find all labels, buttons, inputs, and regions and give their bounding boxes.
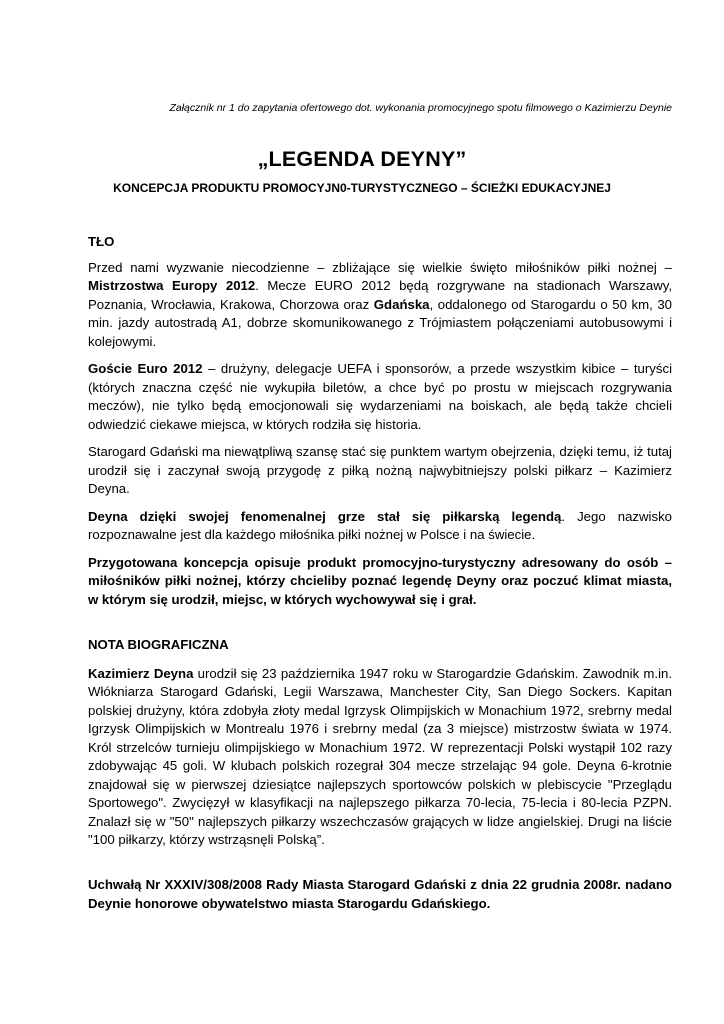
document-subtitle: KONCEPCJA PRODUKTU PROMOCYJN0-TURYSTYCZNEGO – ŚCIEŻKI EDUKACYJNEJ	[113, 181, 611, 195]
paragraph-concept: Przygotowana koncepcja opisuje produkt promocyjno-turystyczny adresowany do osób – miłośników piłki nożnej, którzy chcieliby poznać legendę Deyny oraz poczuć klimat miasta, w którym się urodził, miejsc, w których wychowywał się i grał.	[88, 554, 672, 607]
section-tlo	[88, 233, 672, 609]
section-nota	[88, 636, 672, 850]
attachment-note: Załącznik nr 1 do zapytania ofertowego dot. wykonania promocyjnego spotu filmowego o Kazimierzu Deynie	[169, 102, 672, 114]
section-heading-tlo: TŁO	[88, 234, 115, 249]
paragraph-euro-intro: Przed nami wyzwanie niecodzienne – zbliżające się wielkie święto miłośników piłki nożnej – Mistrzostwa Europy 2012. Mecze EURO 2012 będą rozgrywane na stadionach Warszawy, Poznania, Wrocławia, Krakowa, Chorzowa oraz Gdańska, oddalonego od Starogardu o 50 km, 30 min. jazdy autostradą A1, dobrze skomunikowanego z Trójmiastem połączeniami autobusowymi i kolejowymi.	[88, 259, 672, 349]
section-heading-nota: NOTA BIOGRAFICZNA	[88, 637, 229, 652]
paragraph-starogard: Starogard Gdański ma niewątpliwą szansę stać się punktem wartym obejrzenia, dzięki temu, iż tutaj urodził się i zaczynał swoją przygodę z piłką nożną najwybitniejszy polski piłkarz – Kazimierz Deyna.	[88, 444, 672, 496]
document-title: „LEGENDA DEYNY”	[257, 147, 467, 171]
paragraph-deyna-legend: Deyna dzięki swojej fenomenalnej grze stał się piłkarską legendą. Jego nazwisko rozpoznawalne jest dla każdego miłośnika piłki nożnej w Polsce i na świecie.	[88, 508, 672, 542]
paragraph-biography: Kazimierz Deyna urodził się 23 października 1947 roku w Starogardzie Gdańskim. Zawodnik m.in. Włókniarza Starogard Gdański, Legii Warszawa, Manchester City, San Diego Sockers. Kapitan polskiej drużyny, która zdobyła złoty medal Igrzysk Olimpijskich w Monachium 1972, srebrny medal Igrzysk Olimpijskich w Montrealu 1976 i srebrny medal (za 3 miejsce) mistrzostw świata w 1974. Król strzelców turnieju olimpijskiego w Monachium 1972. W reprezentacji Polski wystąpił 102 razy zdobywając 45 goli. W klubach polskich rozegrał 304 mecze strzelając 94 gole. Deyna 6-krotnie znajdował się w pierwszej dziesiątce najlepszych sportowców polskich w plebiscycie "Przeglądu Sportowego". Zwycięzył w klasyfikacji na najlepszego piłkarza 70-lecia, 75-lecia i 80-lecia PZPN. Znalazł się w "50" najlepszych piłkarzy wszechczasów grających w lidze angielskiej. Drugi na liście "100 piłkarzy, którzy wstrząsnęli Polską”.	[88, 665, 672, 847]
paragraph-resolution: Uchwałą Nr XXXIV/308/2008 Rady Miasta Starogard Gdański z dnia 22 grudnia 2008r. nadano Deynie honorowe obywatelstwo miasta Starogardu Gdańskiego.	[88, 877, 672, 911]
section-resolution	[88, 876, 672, 913]
paragraph-euro-guests: Goście Euro 2012 – drużyny, delegacje UEFA i sponsorów, a przede wszystkim kibice – turyści (których znaczna część nie wykupiła biletów, a chce być po prostu w miejscach rozgrywania meczów), nie tylko będą emocjonowali się wydarzeniami na boiskach, ale będą także chcieli odwiedzić ciekawe miejsca, w których rodziła się historia.	[88, 361, 672, 432]
